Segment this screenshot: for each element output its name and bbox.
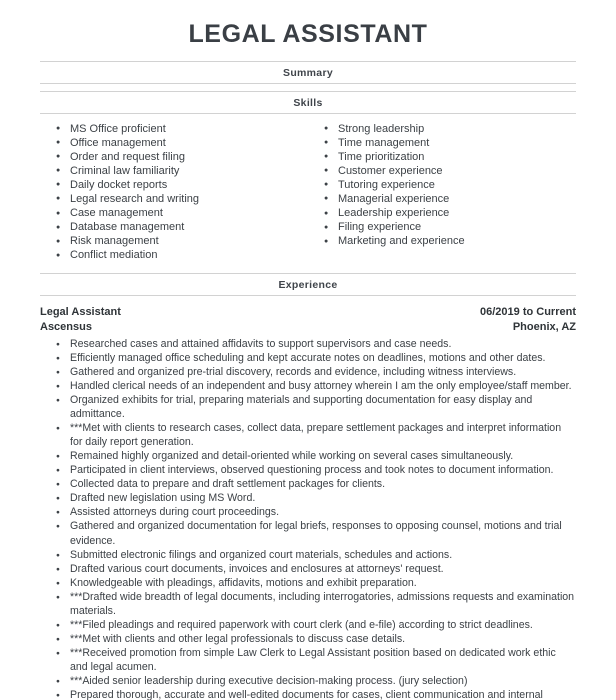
- section-heading-summary: Summary: [40, 61, 576, 84]
- list-item: ● Risk management: [70, 234, 308, 248]
- skills-section: [40, 114, 576, 263]
- page-title: LEGAL ASSISTANT: [188, 20, 428, 48]
- list-item: ● ***Received promotion from simple Law Clerk to Legal Assistant position based on dedicated work ethic and legal acumen.: [70, 646, 576, 674]
- list-item: ● Office management: [70, 136, 308, 150]
- list-item: ● Filing experience: [338, 220, 576, 234]
- list-item: ● Marketing and experience: [338, 234, 576, 248]
- job-meta: [480, 305, 576, 333]
- job-title: Legal Assistant: [40, 306, 121, 319]
- section-heading-experience: Experience: [40, 273, 576, 296]
- list-item: ● ***Met with clients and other legal professionals to discuss case details.: [70, 632, 576, 646]
- list-item: ● MS Office proficient: [70, 122, 308, 136]
- list-item: ● ***Aided senior leadership during executive decision-making process. (jury selection): [70, 674, 576, 688]
- list-item: ● Organized exhibits for trial, preparing materials and supporting documentation for easy display and admittance.: [70, 393, 576, 421]
- skills-bottom-spacer: [40, 262, 576, 273]
- experience-bullet-list: [40, 334, 576, 700]
- experience-entry-header: [40, 296, 576, 333]
- section-heading-skills: Skills: [40, 91, 576, 114]
- list-item: ● Database management: [70, 220, 308, 234]
- summary-body-spacer: [40, 84, 576, 91]
- list-item: ● Customer experience: [338, 164, 576, 178]
- job-identity: [40, 305, 121, 333]
- list-item: ● ***Drafted wide breadth of legal documents, including interrogatories, admissions requests and examination materials.: [70, 590, 576, 618]
- list-item: ● Managerial experience: [338, 192, 576, 206]
- list-item: ● Daily docket reports: [70, 178, 308, 192]
- list-item: ● Remained highly organized and detail-oriented while working on several cases simultaneously.: [70, 449, 576, 463]
- list-item: ● Gathered and organized pre-trial discovery, records and evidence, including witness interviews.: [70, 365, 576, 379]
- skills-list-left: [40, 122, 308, 263]
- list-item: ● ***Filed pleadings and required paperwork with court clerk (and e-file) according to strict deadlines.: [70, 618, 576, 632]
- list-item: ● Time prioritization: [338, 150, 576, 164]
- list-item: ● Leadership experience: [338, 206, 576, 220]
- list-item: ● Case management: [70, 206, 308, 220]
- list-item: ● Order and request filing: [70, 150, 308, 164]
- job-location: Phoenix, AZ: [512, 320, 576, 333]
- list-item: ● ***Met with clients to research cases, collect data, prepare settlement packages and interpret information for daily report generation.: [70, 421, 576, 449]
- list-item: ● Knowledgeable with pleadings, affidavits, motions and exhibit preparation.: [70, 576, 576, 590]
- list-item: ● Strong leadership: [338, 122, 576, 136]
- list-item: ● Conflict mediation: [70, 248, 308, 262]
- list-item: ● Prepared thorough, accurate and well-edited documents for cases, client communication and internal: [70, 688, 576, 700]
- list-item: ● Time management: [338, 136, 576, 150]
- list-item: ● Assisted attorneys during court proceedings.: [70, 505, 576, 519]
- list-item: ● Drafted new legislation using MS Word.: [70, 491, 576, 505]
- list-item: ● Researched cases and attained affidavits to support supervisors and case needs.: [70, 337, 576, 351]
- list-item: ● Handled clerical needs of an independent and busy attorney wherein I am the only employee/staff member.: [70, 379, 576, 393]
- list-item: ● Criminal law familiarity: [70, 164, 308, 178]
- list-item: ● Efficiently managed office scheduling and kept accurate notes on deadlines, motions and other dates.: [70, 351, 576, 365]
- skills-column-right: [308, 122, 576, 263]
- list-item: ● Participated in client interviews, observed questioning process and took notes to document information.: [70, 463, 576, 477]
- list-item: ● Submitted electronic filings and organized court materials, schedules and actions.: [70, 548, 576, 562]
- company-name: Ascensus: [40, 320, 92, 333]
- list-item: ● Tutoring experience: [338, 178, 576, 192]
- job-dates: 06/2019 to Current: [480, 306, 576, 319]
- skills-column-left: [40, 122, 308, 263]
- list-item: ● Drafted various court documents, invoices and enclosures at attorneys' request.: [70, 562, 576, 576]
- skills-list-right: [308, 122, 576, 249]
- list-item: ● Gathered and organized documentation for legal briefs, responses to opposing counsel, motions and trial evidence.: [70, 519, 576, 547]
- list-item: ● Collected data to prepare and draft settlement packages for clients.: [70, 477, 576, 491]
- list-item: ● Legal research and writing: [70, 192, 308, 206]
